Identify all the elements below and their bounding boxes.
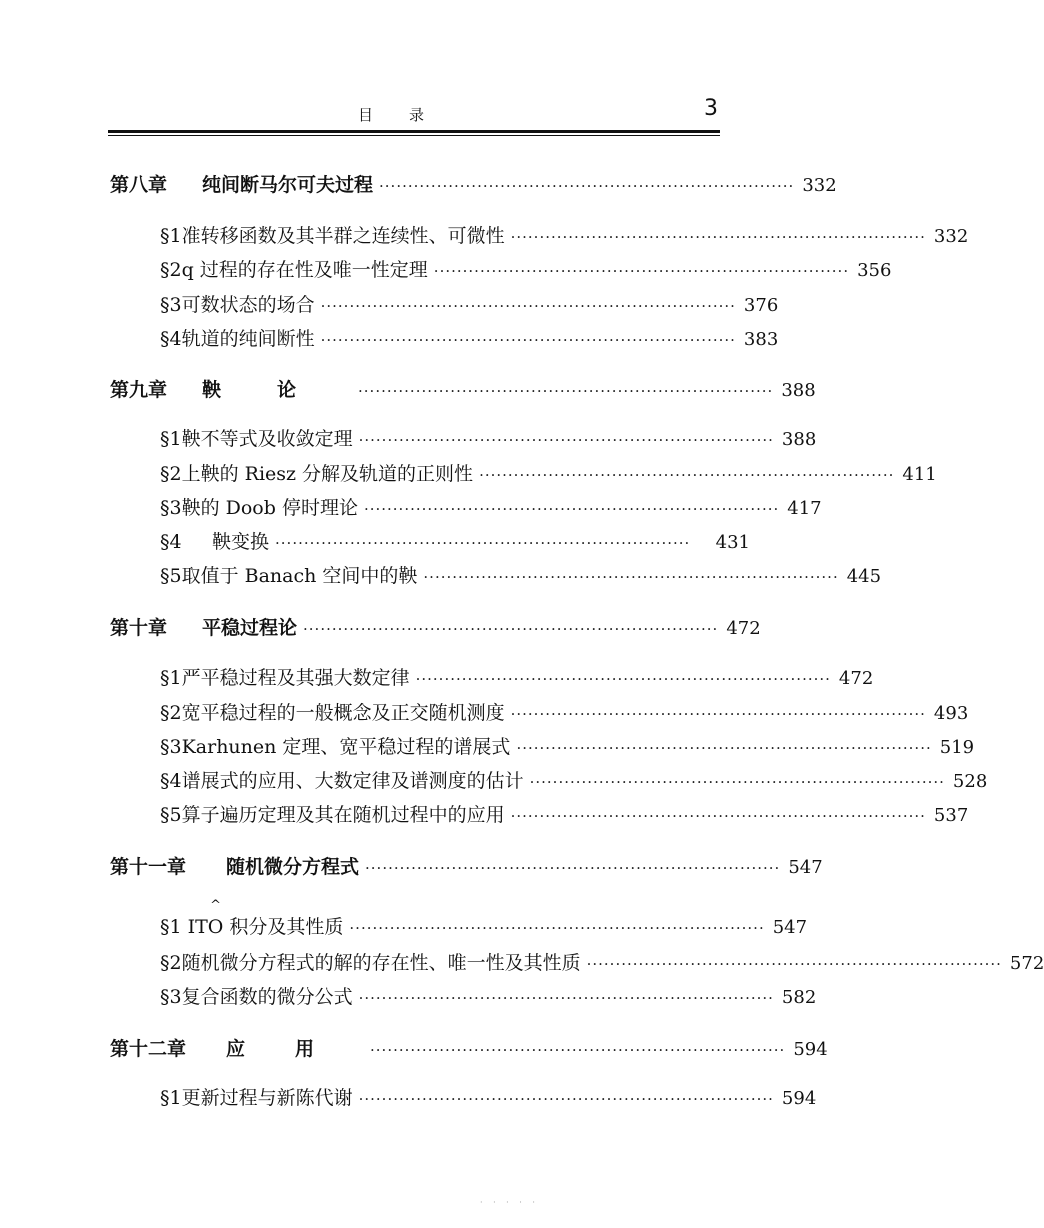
- chapter-number: 第八章: [110, 174, 168, 196]
- chapter-page: 332: [802, 175, 837, 196]
- chapter-page: 472: [726, 618, 761, 639]
- toc-section-10-5[interactable]: [160, 800, 969, 830]
- chapter-title: 随机微分方程式: [226, 856, 360, 878]
- section-title: 取值于 Banach 空间中的鞅: [181, 565, 418, 587]
- section-title: 轨道的纯间断性: [181, 328, 315, 350]
- dot-leader: ········································································: [365, 859, 781, 877]
- chapter-number: 第九章: [110, 379, 168, 401]
- toc-section-8-2[interactable]: [160, 255, 892, 285]
- toc-section-10-1[interactable]: [160, 663, 874, 693]
- dot-leader: ········································································: [320, 297, 736, 315]
- dot-leader: ········································································: [510, 705, 926, 723]
- toc-chapter-12[interactable]: [110, 1034, 828, 1064]
- toc-section-10-4[interactable]: [160, 766, 988, 796]
- toc-chapter-8[interactable]: [110, 170, 837, 200]
- section-title: 鞅变换: [212, 531, 270, 553]
- section-page: 332: [933, 226, 969, 247]
- dot-leader: ········································································: [415, 670, 831, 688]
- dot-leader: ········································································: [358, 1090, 774, 1108]
- section-number: §3: [160, 497, 182, 519]
- section-title: 准转移函数及其半群之连续性、可微性: [181, 225, 505, 247]
- header-rule-thick: [108, 130, 720, 133]
- dot-leader: ········································································: [510, 807, 926, 825]
- section-title-hat-letter: ^ O: [208, 916, 224, 938]
- chapter-page: 388: [781, 380, 816, 401]
- chapter-title: 应用: [226, 1038, 365, 1060]
- dot-leader: ········································································: [516, 739, 932, 757]
- dot-leader: ········································································: [529, 773, 945, 791]
- toc-section-10-3[interactable]: [160, 732, 975, 762]
- dot-leader: ········································································: [510, 228, 926, 246]
- section-page: 537: [933, 805, 969, 826]
- chapter-title: 平稳过程论: [202, 617, 298, 639]
- section-title: Karhunen 定理、宽平稳过程的谱展式: [181, 736, 511, 758]
- section-title: 复合函数的微分公式: [181, 986, 353, 1008]
- dot-leader: ········································································: [433, 262, 850, 280]
- scan-speckle: · · · · ·: [480, 1198, 539, 1207]
- section-title: 鞅不等式及收敛定理: [181, 428, 353, 450]
- section-number: §4: [160, 531, 182, 553]
- toc-section-12-1[interactable]: [160, 1083, 817, 1113]
- section-page: 431: [715, 532, 750, 553]
- section-number: §4: [160, 328, 182, 350]
- section-title: 可数状态的场合: [181, 294, 315, 316]
- section-number: §2: [160, 952, 182, 974]
- page-number: 3: [704, 96, 718, 121]
- section-number: §3: [160, 736, 182, 758]
- dot-leader: ········································································: [586, 955, 1002, 973]
- section-number: §1: [160, 428, 182, 450]
- toc-section-9-2[interactable]: [160, 459, 937, 489]
- header-rule-thin: [108, 135, 720, 136]
- toc-chapter-10[interactable]: [110, 613, 761, 643]
- chapter-title: 纯间断马尔可夫过程: [202, 174, 374, 196]
- toc-section-9-4[interactable]: [160, 527, 750, 557]
- chapter-page: 547: [788, 857, 823, 878]
- section-page: 572: [1009, 953, 1044, 974]
- section-page: 472: [838, 668, 874, 689]
- section-number: §1: [160, 1087, 182, 1109]
- dot-leader: ········································································: [349, 919, 765, 937]
- dot-leader: ········································································: [358, 989, 774, 1007]
- dot-leader: ········································································: [370, 1041, 786, 1059]
- chapter-number: 第十一章: [110, 856, 187, 878]
- section-number: §5: [160, 565, 182, 587]
- section-title-prefix: IT: [187, 916, 208, 938]
- chapter-page: 594: [793, 1039, 828, 1060]
- section-page: 493: [933, 703, 969, 724]
- section-number: §2: [160, 259, 182, 281]
- section-title: 谱展式的应用、大数定律及谱测度的估计: [181, 770, 524, 792]
- toc-section-8-3[interactable]: [160, 290, 779, 320]
- toc-section-9-3[interactable]: [160, 493, 822, 523]
- section-title: 更新过程与新陈代谢: [181, 1087, 353, 1109]
- section-title: 鞅的 Doob 停时理论: [181, 497, 358, 519]
- section-title: 严平稳过程及其强大数定律: [181, 667, 410, 689]
- chapter-number: 第十章: [110, 617, 168, 639]
- chapter-title: 鞅论: [202, 379, 353, 401]
- section-title-suffix: 积分及其性质: [223, 916, 344, 938]
- section-page: 411: [902, 464, 937, 485]
- toc-section-9-5[interactable]: [160, 561, 882, 591]
- section-page: 582: [781, 987, 817, 1008]
- dot-leader: ········································································: [320, 331, 736, 349]
- section-number: §3: [160, 986, 182, 1008]
- section-number: §1: [160, 916, 182, 938]
- dot-leader: ········································································: [303, 620, 719, 638]
- dot-leader: ········································································: [358, 431, 774, 449]
- section-number: §2: [160, 702, 182, 724]
- section-page: 594: [781, 1088, 817, 1109]
- dot-leader: ········································································: [275, 534, 691, 552]
- section-page: 388: [781, 429, 817, 450]
- section-title: 算子遍历定理及其在随机过程中的应用: [181, 804, 505, 826]
- dot-leader: ········································································: [423, 568, 839, 586]
- dot-leader: ········································································: [379, 177, 795, 195]
- toc-section-11-1[interactable]: [160, 912, 808, 942]
- section-title: q 过程的存在性及唯一性定理: [181, 259, 428, 281]
- section-title: [182, 912, 344, 939]
- toc-section-10-2[interactable]: [160, 698, 969, 728]
- chapter-number: 第十二章: [110, 1038, 187, 1060]
- toc-chapter-9[interactable]: [110, 375, 816, 405]
- toc-section-11-3[interactable]: [160, 982, 817, 1012]
- section-page: 417: [787, 498, 822, 519]
- section-page: 383: [743, 329, 779, 350]
- section-title: 随机微分方程式的解的存在性、唯一性及其性质: [181, 952, 581, 974]
- toc-section-11-2[interactable]: [160, 948, 1044, 978]
- section-page: 519: [939, 737, 975, 758]
- section-number: §1: [160, 225, 182, 247]
- toc-chapter-11[interactable]: [110, 852, 823, 882]
- section-number: §3: [160, 294, 182, 316]
- section-number: §5: [160, 804, 182, 826]
- running-head-title: 目录: [358, 106, 461, 124]
- toc-section-8-1[interactable]: [160, 221, 969, 251]
- dot-leader: ········································································: [358, 382, 774, 400]
- section-page: 356: [857, 260, 892, 281]
- section-number: §4: [160, 770, 182, 792]
- toc-section-9-1[interactable]: [160, 424, 817, 454]
- section-page: 376: [743, 295, 779, 316]
- section-page: 445: [846, 566, 882, 587]
- section-title: 上鞅的 Riesz 分解及轨道的正则性: [181, 463, 474, 485]
- section-number: §2: [160, 463, 182, 485]
- section-title: 宽平稳过程的一般概念及正交随机测度: [181, 702, 505, 724]
- running-head: [108, 98, 720, 130]
- section-number: §1: [160, 667, 182, 689]
- dot-leader: ········································································: [479, 466, 895, 484]
- toc-section-8-4[interactable]: [160, 324, 779, 354]
- section-page: 547: [772, 917, 808, 938]
- dot-leader: ········································································: [363, 500, 780, 518]
- section-page: 528: [952, 771, 988, 792]
